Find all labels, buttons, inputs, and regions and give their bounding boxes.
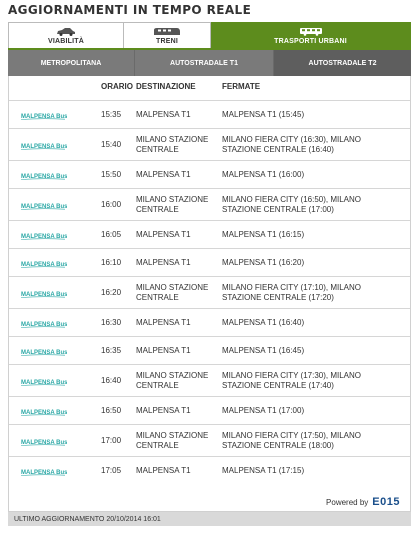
time-cell: 16:00 (101, 199, 122, 209)
logo-cell (21, 277, 81, 308)
table-row (9, 188, 410, 220)
destination-cell: MILANO STAZIONE CENTRALE (136, 134, 209, 154)
table-row (9, 424, 410, 456)
malpensa-bus-logo (21, 376, 67, 386)
table-row (9, 100, 410, 128)
time-cell: 16:10 (101, 257, 122, 267)
malpensa-bus-logo-text: MALPENSA Bus (21, 469, 67, 476)
malpensa-bus-logo-text: MALPENSA Bus (21, 349, 67, 356)
header-orario: ORARIO (101, 82, 133, 91)
logo-cell (21, 309, 81, 336)
logo-cell (21, 365, 81, 396)
table-row (9, 160, 410, 188)
time-cell: 16:20 (101, 287, 122, 297)
tab-treni[interactable] (124, 22, 211, 48)
malpensa-bus-logo-text: MALPENSA Bus (21, 173, 67, 180)
malpensa-bus-logo (21, 140, 67, 150)
table-row (9, 128, 410, 160)
table-row (9, 364, 410, 396)
last-update-value: 20/10/2014 16:01 (106, 515, 161, 523)
powered-by-label: Powered by (326, 497, 369, 507)
subtab-metropolitana-label: METROPOLITANA (40, 59, 102, 67)
table-header (9, 82, 410, 96)
tab-viabilita-label: VIABILITÀ (47, 37, 85, 45)
last-update-bar (8, 512, 411, 526)
malpensa-bus-logo-text: MALPENSA Bus (21, 321, 67, 328)
malpensa-bus-logo-text: MALPENSA Bus (21, 439, 67, 446)
logo-cell (21, 161, 81, 188)
logo-cell (21, 129, 81, 160)
malpensa-bus-logo-text: MALPENSA Bus (21, 113, 67, 120)
stops-cell: MILANO FIERA CITY (17:10), MILANO STAZIONE CENTRALE (17:20) (222, 282, 361, 302)
destination-cell: MILANO STAZIONE CENTRALE (136, 282, 209, 302)
bus-icon (299, 27, 323, 36)
stops-cell: MALPENSA T1 (16:45) (222, 345, 305, 355)
stops-cell: MILANO FIERA CITY (16:30), MILANO STAZIONE CENTRALE (16:40) (222, 134, 361, 154)
time-cell: 16:50 (101, 405, 122, 415)
time-cell: 17:05 (101, 465, 122, 475)
destination-cell: MALPENSA T1 (136, 317, 191, 327)
time-cell: 16:35 (101, 345, 122, 355)
table-row (9, 336, 410, 364)
destination-cell: MALPENSA T1 (136, 109, 191, 119)
page-title: AGGIORNAMENTI IN TEMPO REALE (8, 3, 252, 17)
malpensa-bus-logo (21, 436, 67, 446)
last-update-label: ULTIMO AGGIORNAMENTO (14, 515, 105, 523)
e015-logo[interactable]: E015 (372, 496, 400, 508)
malpensa-bus-logo (21, 406, 67, 416)
table-row (9, 276, 410, 308)
main-tabs (8, 22, 411, 48)
malpensa-bus-logo-text: MALPENSA Bus (21, 409, 67, 416)
logo-cell (21, 457, 81, 484)
stops-cell: MALPENSA T1 (17:15) (222, 465, 305, 475)
tab-treni-label: TRENI (156, 37, 178, 45)
time-cell: 16:40 (101, 375, 122, 385)
malpensa-bus-logo-text: MALPENSA Bus (21, 203, 67, 210)
schedule-panel (8, 76, 411, 512)
tab-trasporti-urbani-label: TRASPORTI URBANI (274, 37, 347, 45)
tab-trasporti-urbani[interactable] (211, 22, 411, 48)
malpensa-bus-logo-text: MALPENSA Bus (21, 291, 67, 298)
subtab-autostradale-t2[interactable] (274, 50, 411, 76)
time-cell: 15:50 (101, 169, 122, 179)
time-cell: 16:30 (101, 317, 122, 327)
malpensa-bus-logo (21, 200, 67, 210)
stops-cell: MALPENSA T1 (16:00) (222, 169, 305, 179)
destination-cell: MALPENSA T1 (136, 229, 191, 239)
car-icon (55, 27, 77, 36)
time-cell: 15:35 (101, 109, 122, 119)
stops-cell: MILANO FIERA CITY (17:30), MILANO STAZIONE CENTRALE (17:40) (222, 370, 361, 390)
train-icon (153, 27, 181, 36)
logo-cell (21, 425, 81, 456)
logo-cell (21, 189, 81, 220)
table-row (9, 456, 410, 484)
table-row (9, 248, 410, 276)
stops-cell: MALPENSA T1 (15:45) (222, 109, 305, 119)
stops-cell: MALPENSA T1 (16:20) (222, 257, 305, 267)
header-destinazione: DESTINAZIONE (136, 82, 196, 91)
destination-cell: MALPENSA T1 (136, 345, 191, 355)
destination-cell: MILANO STAZIONE CENTRALE (136, 194, 209, 214)
malpensa-bus-logo-text: MALPENSA Bus (21, 143, 67, 150)
malpensa-bus-logo (21, 110, 67, 120)
logo-cell (21, 221, 81, 248)
subtab-autostradale-t1[interactable] (135, 50, 274, 76)
subtab-autostradale-t1-label: AUTOSTRADALE T1 (170, 59, 238, 67)
destination-cell: MALPENSA T1 (136, 257, 191, 267)
malpensa-bus-logo (21, 346, 67, 356)
malpensa-bus-logo (21, 170, 67, 180)
logo-cell (21, 101, 81, 128)
destination-cell: MILANO STAZIONE CENTRALE (136, 370, 209, 390)
logo-cell (21, 397, 81, 424)
malpensa-bus-logo (21, 230, 67, 240)
table-row (9, 308, 410, 336)
malpensa-bus-logo (21, 318, 67, 328)
header-fermate: FERMATE (222, 82, 261, 91)
time-cell: 15:40 (101, 139, 122, 149)
malpensa-bus-logo (21, 258, 67, 268)
destination-cell: MALPENSA T1 (136, 465, 191, 475)
schedule-rows (9, 100, 410, 484)
logo-cell (21, 337, 81, 364)
malpensa-bus-logo (21, 288, 67, 298)
destination-cell: MALPENSA T1 (136, 169, 191, 179)
malpensa-bus-logo-text: MALPENSA Bus (21, 261, 67, 268)
stops-cell: MILANO FIERA CITY (16:50), MILANO STAZIONE CENTRALE (17:00) (222, 194, 361, 214)
stops-cell: MILANO FIERA CITY (17:50), MILANO STAZIONE CENTRALE (18:00) (222, 430, 361, 450)
malpensa-bus-logo-text: MALPENSA Bus (21, 233, 67, 240)
logo-cell (21, 249, 81, 276)
table-row (9, 220, 410, 248)
stops-cell: MALPENSA T1 (16:40) (222, 317, 305, 327)
destination-cell: MILANO STAZIONE CENTRALE (136, 430, 209, 450)
time-cell: 17:00 (101, 435, 122, 445)
sub-tabs (8, 48, 411, 76)
subtab-metropolitana[interactable] (8, 50, 135, 76)
malpensa-bus-logo (21, 466, 67, 476)
subtab-autostradale-t2-label: AUTOSTRADALE T2 (308, 59, 377, 67)
time-cell: 16:05 (101, 229, 122, 239)
powered-by (326, 496, 400, 508)
destination-cell: MALPENSA T1 (136, 405, 191, 415)
stops-cell: MALPENSA T1 (16:15) (222, 229, 305, 239)
stops-cell: MALPENSA T1 (17:00) (222, 405, 305, 415)
malpensa-bus-logo-text: MALPENSA Bus (21, 379, 67, 386)
table-row (9, 396, 410, 424)
tab-viabilita[interactable] (8, 22, 124, 48)
